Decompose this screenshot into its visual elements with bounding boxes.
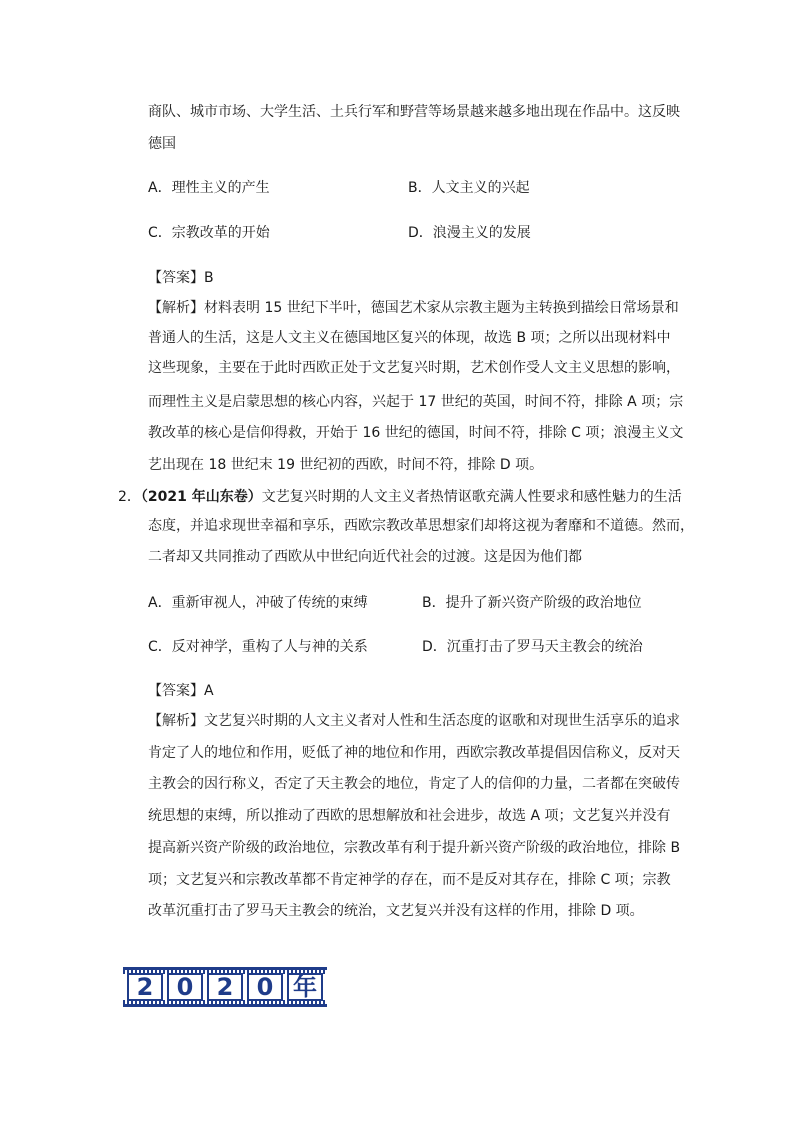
year-banner-char: 2 [207, 973, 243, 1001]
q2-stem-first: 文艺复兴时期的人文主义者热情讴歌充满人性要求和感性魅力的生活 [261, 489, 682, 505]
q2-option-b: B．提升了新兴资产阶级的政治地位 [422, 595, 642, 611]
q2-analysis-line-5: 提高新兴资产阶级的政治地位，宗教改革有利于提升新兴资产阶级的政治地位，排除 B [148, 840, 681, 856]
q2-analysis-line-3: 主教会的因行称义，否定了天主教会的地位，肯定了人的信仰的力量，二者都在突破传 [148, 776, 680, 792]
q2-stem-first-line [118, 487, 682, 507]
q1-option-c: C．宗教改革的开始 [148, 225, 270, 241]
q2-answer: 【答案】A [148, 683, 214, 699]
q2-option-a: A．重新审视人，冲破了传统的束缚 [148, 595, 368, 611]
q2-option-d: D．沉重打击了罗马天主教会的统治 [422, 639, 643, 655]
q2-stem-line-3: 二者却又共同推动了西欧从中世纪向近代社会的过渡。这是因为他们都 [148, 549, 582, 565]
q1-analysis-line-6: 艺出现在 18 世纪末 19 世纪初的西欧，时间不符，排除 D 项。 [148, 457, 544, 473]
q2-analysis-line-6: 项；文艺复兴和宗教改革都不肯定神学的存在，而不是反对其存在，排除 C 项；宗教 [148, 872, 671, 888]
year-banner-char: 年 [287, 973, 323, 1001]
year-banner-char: 2 [127, 973, 163, 1001]
q2-source: （2021 年山东卷） [140, 489, 262, 505]
q2-number: 2． [118, 489, 141, 505]
year-banner-char: 0 [247, 973, 283, 1001]
q1-answer: 【答案】B [148, 270, 214, 286]
q1-stem-line-1: 商队、城市市场、大学生活、土兵行军和野营等场景越来越多地出现在作品中。这反映 [148, 104, 680, 120]
q2-analysis-line-1: 【解析】文艺复兴时期的人文主义者对人性和生活态度的讴歌和对现世生活享乐的追求 [148, 713, 680, 729]
q1-analysis-line-4: 而理性主义是启蒙思想的核心内容，兴起于 17 世纪的英国，时间不符，排除 A 项；宗 [148, 394, 684, 410]
year-banner-char: 0 [167, 973, 203, 1001]
q2-analysis-line-2: 肯定了人的地位和作用，贬低了神的地位和作用，西欧宗教改革提倡因信称义，反对天 [148, 745, 680, 761]
q1-analysis-line-5: 教改革的核心是信仰得救，开始于 16 世纪的德国，时间不符，排除 C 项；浪漫主义文 [148, 425, 684, 441]
q2-stem-line-2: 态度，并追求现世幸福和享乐，西欧宗教改革思想家们却将这视为奢靡和不道德。然而， [148, 518, 694, 534]
q2-analysis-line-7: 改革沉重打击了罗马天主教会的统治，文艺复兴并没有这样的作用，排除 D 项。 [148, 903, 644, 919]
q1-option-b: B．人文主义的兴起 [408, 180, 530, 196]
q2-option-c: C．反对神学，重构了人与神的关系 [148, 639, 368, 655]
q1-option-a: A．理性主义的产生 [148, 180, 270, 196]
q1-stem-line-2: 德国 [148, 136, 176, 152]
q1-analysis-line-3: 这些现象，主要在于此时西欧正处于文艺复兴时期，艺术创作受人文主义思想的影响， [148, 360, 680, 376]
q1-analysis-line-2: 普通人的生活，这是人文主义在德国地区复兴的体现，故选 B 项；之所以出现材料中 [148, 330, 671, 346]
q1-analysis-line-1: 【解析】材料表明 15 世纪下半叶，德国艺术家从宗教主题为主转换到描绘日常场景和 [148, 300, 679, 316]
year-banner-inner [123, 974, 327, 1000]
year-banner [123, 967, 327, 1007]
q2-analysis-line-4: 统思想的束缚，所以推动了西欧的思想解放和社会进步，故选 A 项；文艺复兴并没有 [148, 808, 671, 824]
q1-option-d: D．浪漫主义的发展 [408, 225, 531, 241]
